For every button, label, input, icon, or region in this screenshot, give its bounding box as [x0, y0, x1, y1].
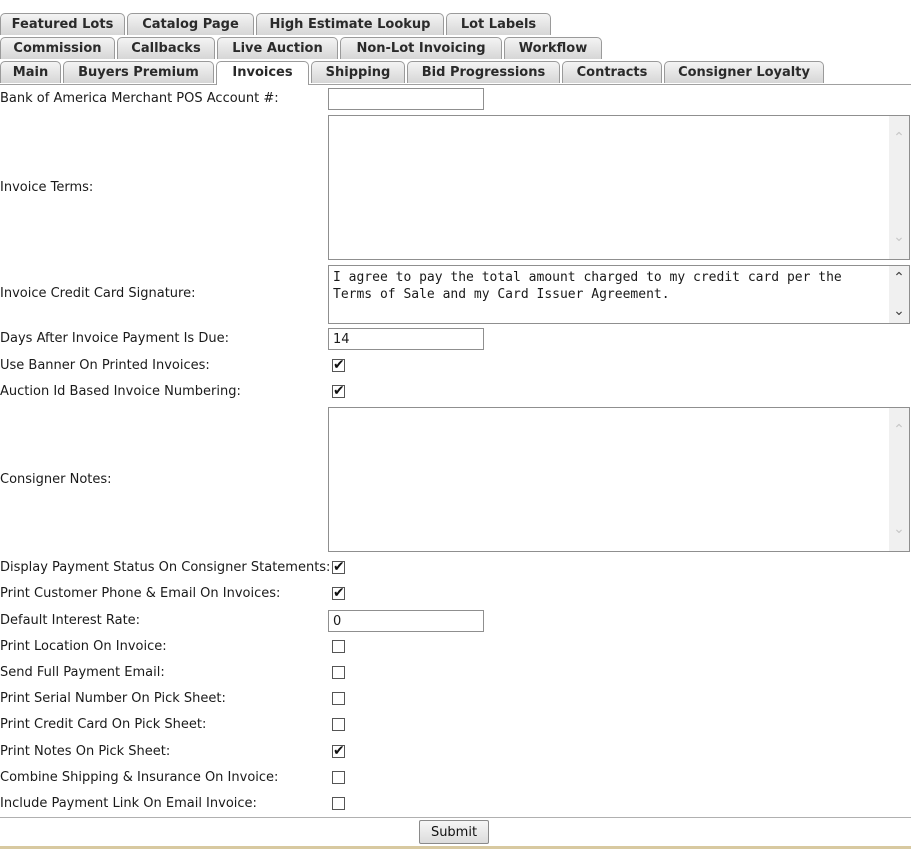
banner-printed-checkbox[interactable] — [332, 359, 345, 372]
tab-consigner-loyalty[interactable]: Consigner Loyalty — [664, 61, 824, 83]
tab-buyers-premium[interactable]: Buyers Premium — [63, 61, 214, 83]
tab-featured-lots[interactable]: Featured Lots — [0, 13, 125, 35]
tab-lot-labels[interactable]: Lot Labels — [446, 13, 551, 35]
boa-pos-label: Bank of America Merchant POS Account #: — [0, 91, 279, 106]
combine-shipping-label: Combine Shipping & Insurance On Invoice: — [0, 770, 279, 785]
checkmark-icon: ✔ — [333, 383, 345, 399]
tab-main[interactable]: Main — [0, 61, 61, 83]
boa-pos-input[interactable] — [328, 88, 484, 110]
checkmark-icon: ✔ — [333, 357, 345, 373]
notes-pick-sheet-label: Print Notes On Pick Sheet: — [0, 744, 171, 759]
invoice-terms-textarea[interactable] — [328, 115, 910, 260]
payment-link-checkbox[interactable] — [332, 797, 345, 810]
consigner-notes-textarea[interactable] — [328, 407, 910, 552]
cc-pick-sheet-label: Print Credit Card On Pick Sheet: — [0, 717, 207, 732]
interest-rate-label: Default Interest Rate: — [0, 613, 141, 628]
scroll-up-arrow-icon[interactable]: ⌃ — [893, 130, 905, 146]
serial-pick-sheet-label: Print Serial Number On Pick Sheet: — [0, 691, 226, 706]
scroll-down-arrow-icon[interactable]: ⌄ — [893, 229, 905, 245]
tab-non-lot-invoicing[interactable]: Non-Lot Invoicing — [340, 37, 502, 59]
full-payment-email-label: Send Full Payment Email: — [0, 665, 165, 680]
full-payment-email-checkbox[interactable] — [332, 666, 345, 679]
scroll-up-arrow-icon[interactable]: ⌃ — [893, 422, 905, 438]
serial-pick-sheet-checkbox[interactable] — [332, 692, 345, 705]
scroll-up-arrow-icon[interactable]: ⌃ — [893, 270, 905, 286]
tab-catalog-page[interactable]: Catalog Page — [127, 13, 254, 35]
phone-email-invoices-label: Print Customer Phone & Email On Invoices: — [0, 586, 281, 601]
checkmark-icon: ✔ — [333, 585, 345, 601]
consigner-notes-scrollbar[interactable] — [889, 408, 909, 551]
location-invoice-checkbox[interactable] — [332, 640, 345, 653]
banner-printed-label: Use Banner On Printed Invoices: — [0, 358, 210, 373]
scroll-down-arrow-icon[interactable]: ⌄ — [893, 303, 905, 319]
payment-status-statements-label: Display Payment Status On Consigner Statements: — [0, 560, 331, 575]
tab-high-estimate-lookup[interactable]: High Estimate Lookup — [256, 13, 444, 35]
scroll-down-arrow-icon[interactable]: ⌄ — [893, 521, 905, 537]
interest-rate-input[interactable] — [328, 610, 484, 632]
cc-pick-sheet-checkbox[interactable] — [332, 718, 345, 731]
cc-signature-scrollbar[interactable] — [889, 266, 909, 323]
tab-shipping[interactable]: Shipping — [311, 61, 405, 83]
auction-id-numbering-checkbox[interactable] — [332, 385, 345, 398]
invoice-terms-label: Invoice Terms: — [0, 180, 94, 195]
tab-live-auction[interactable]: Live Auction — [217, 37, 338, 59]
cc-signature-label: Invoice Credit Card Signature: — [0, 286, 196, 301]
tab-commission[interactable]: Commission — [0, 37, 115, 59]
cc-signature-textarea[interactable] — [328, 265, 910, 324]
combine-shipping-checkbox[interactable] — [332, 771, 345, 784]
invoice-terms-scrollbar[interactable] — [889, 116, 909, 259]
submit-button[interactable]: Submit — [419, 820, 489, 844]
tab-callbacks[interactable]: Callbacks — [117, 37, 215, 59]
form-bottom-divider — [0, 817, 911, 818]
checkmark-icon: ✔ — [333, 743, 345, 759]
days-due-input[interactable] — [328, 328, 484, 350]
tab-bottom-border — [0, 84, 911, 85]
tab-bid-progressions[interactable]: Bid Progressions — [407, 61, 560, 83]
days-due-label: Days After Invoice Payment Is Due: — [0, 331, 229, 346]
checkmark-icon: ✔ — [333, 559, 345, 575]
location-invoice-label: Print Location On Invoice: — [0, 639, 167, 654]
consigner-notes-label: Consigner Notes: — [0, 472, 112, 487]
tab-contracts[interactable]: Contracts — [562, 61, 662, 83]
tab-workflow[interactable]: Workflow — [504, 37, 602, 59]
phone-email-invoices-checkbox[interactable] — [332, 587, 345, 600]
payment-status-statements-checkbox[interactable] — [332, 561, 345, 574]
tab-invoices[interactable]: Invoices — [216, 61, 309, 85]
notes-pick-sheet-checkbox[interactable] — [332, 745, 345, 758]
payment-link-label: Include Payment Link On Email Invoice: — [0, 796, 257, 811]
auction-id-numbering-label: Auction Id Based Invoice Numbering: — [0, 384, 241, 399]
